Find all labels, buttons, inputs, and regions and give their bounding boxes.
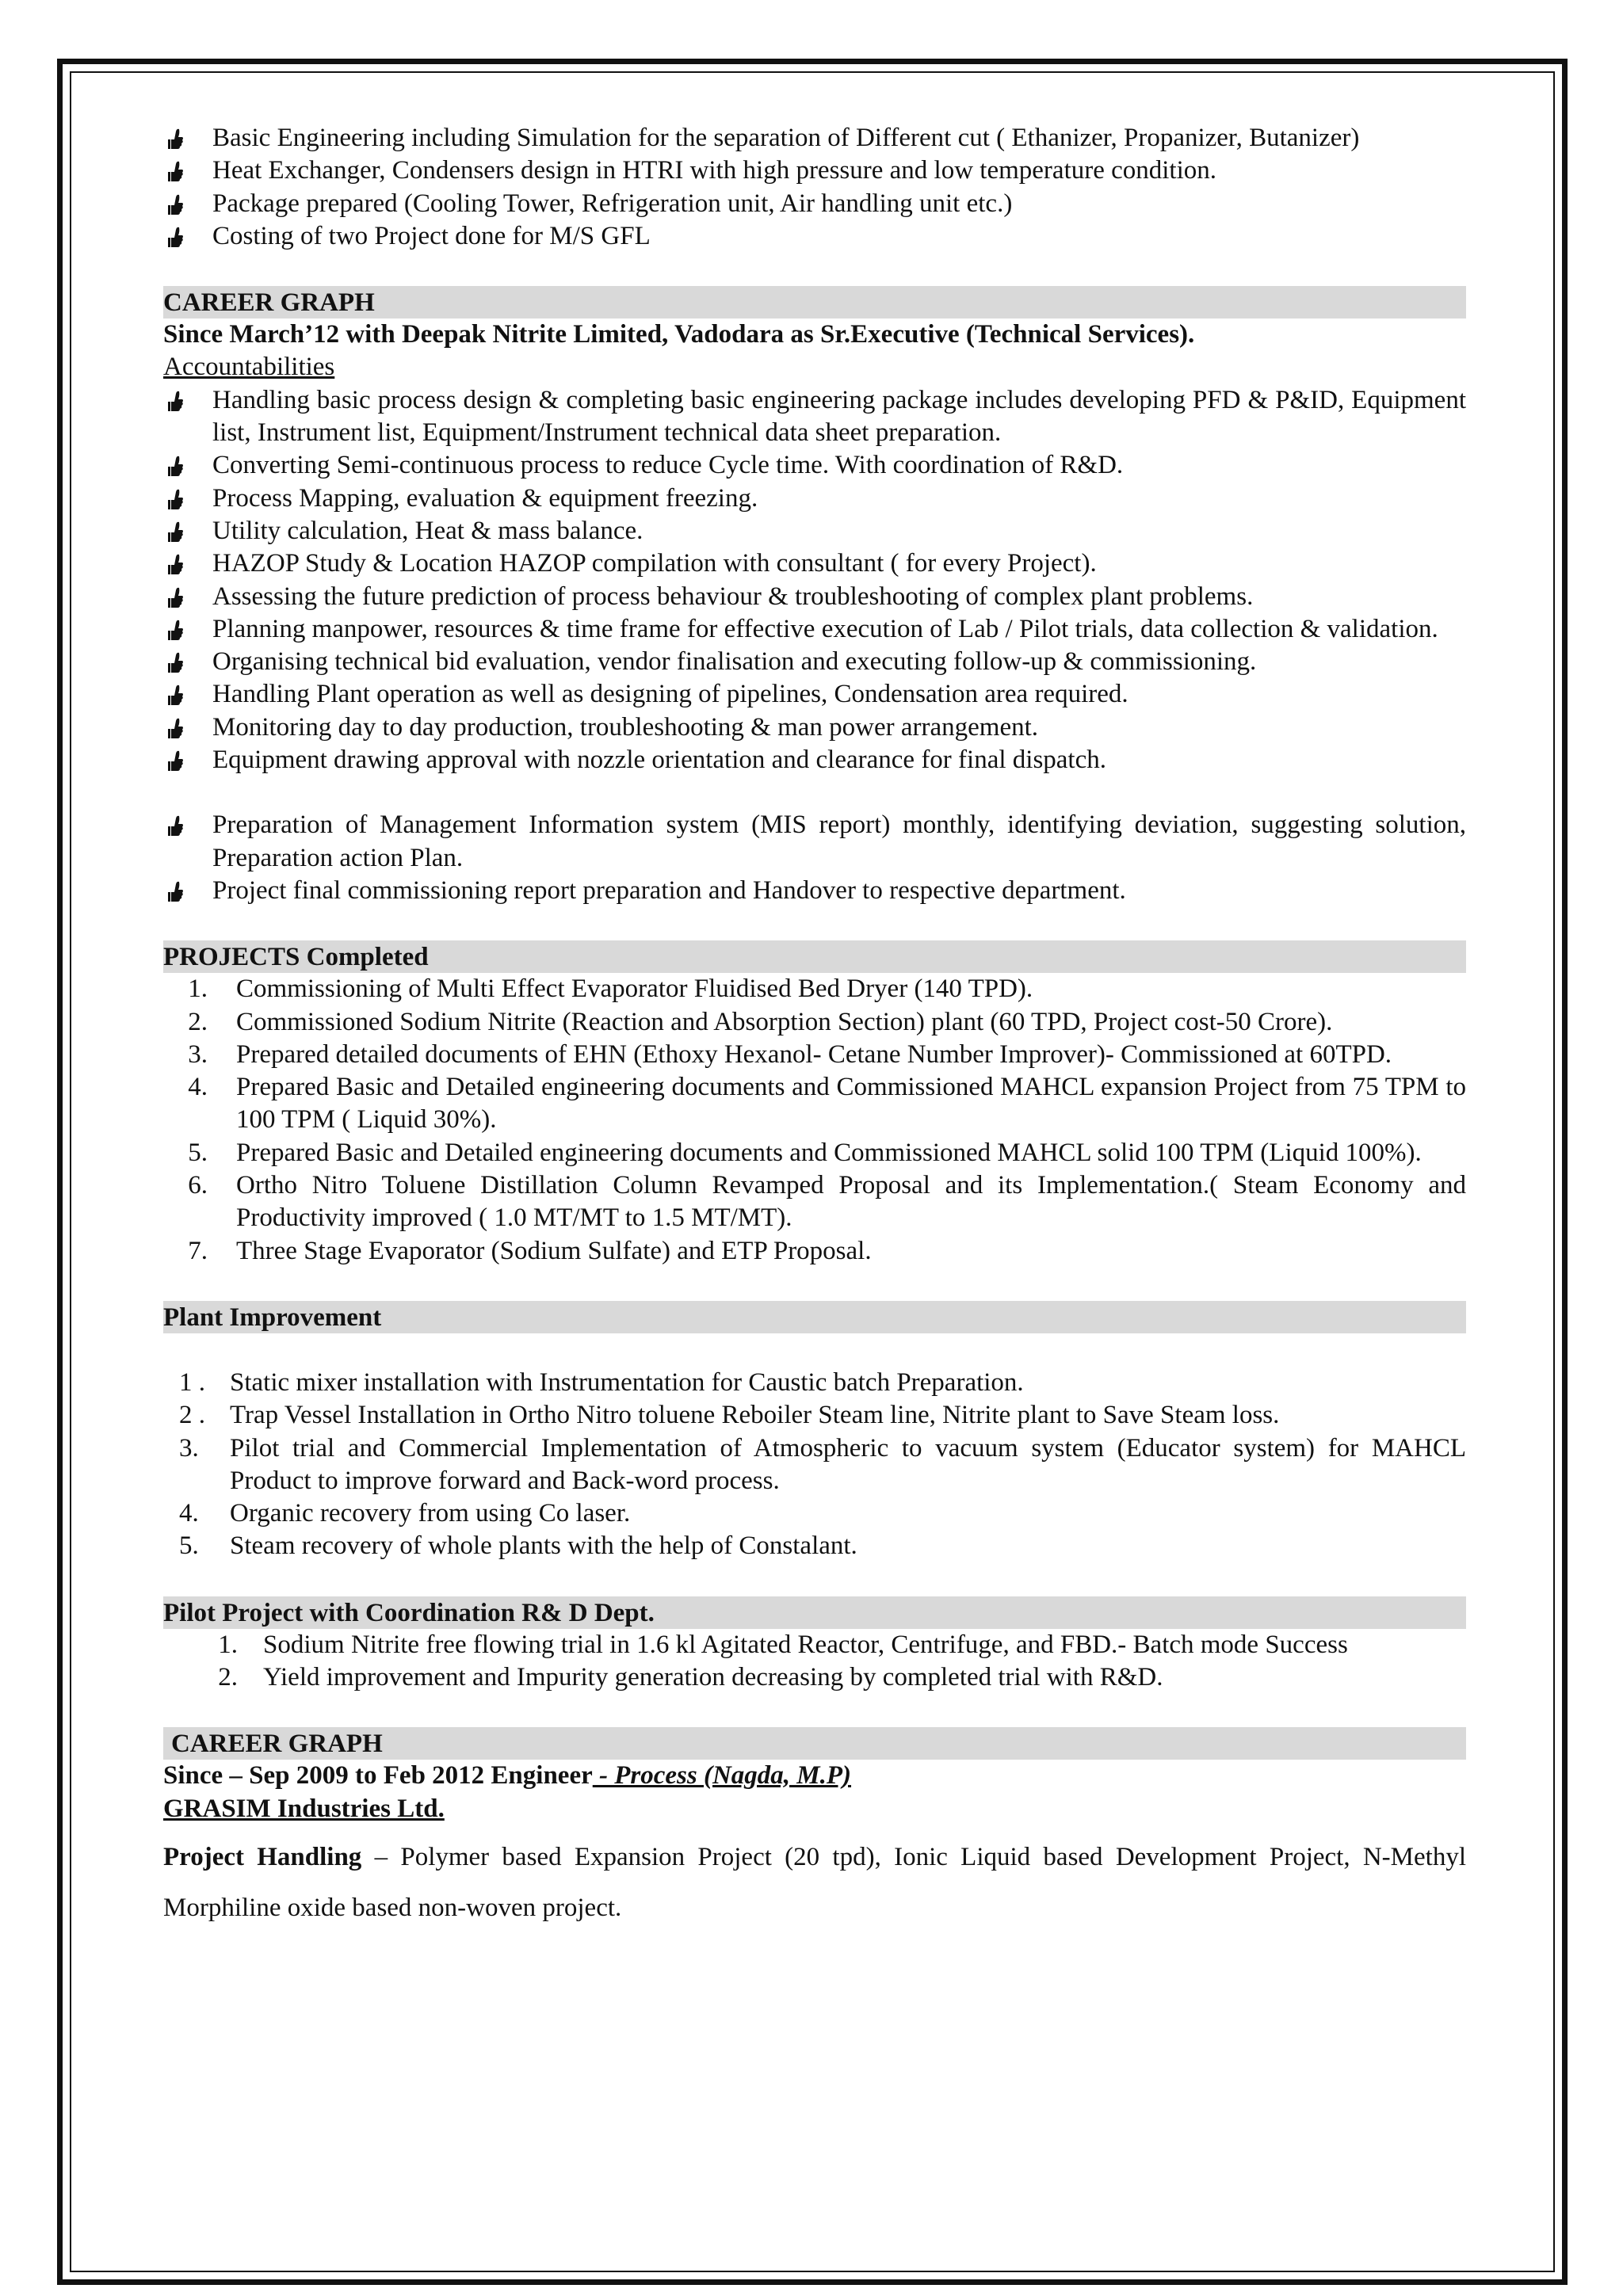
bullet-item: [163, 122, 1466, 154]
hand-pointer-bullet-icon: [166, 159, 184, 183]
item-text: Commissioning of Multi Effect Evaporator Fluidised Bed Dryer (140 TPD).: [236, 974, 1033, 1004]
numbered-item: [163, 1497, 1466, 1530]
bullet-text: Handling basic process design & completing basic engineering package includes developing PFD & P&ID, Equipment list, Instrument list, Equipment/Instrument technical data sheet preparation.: [212, 385, 1466, 448]
project-handling-label: Project Handling: [163, 1842, 362, 1871]
item-text: Prepared detailed documents of EHN (Ethoxy Hexanol- Cetane Number Improver)- Commissioned at 60TPD.: [236, 1039, 1392, 1069]
bullet-item: [163, 547, 1466, 580]
intro-bullet-list: [163, 122, 1466, 253]
item-number: 2.: [188, 1007, 208, 1036]
career2-company: GRASIM Industries Ltd.: [163, 1794, 445, 1823]
numbered-item: [163, 1530, 1466, 1562]
bullet-text: Utility calculation, Heat & mass balance.: [212, 516, 643, 545]
career2-line: [163, 1760, 1466, 1792]
bullet-item: [163, 744, 1466, 776]
accountabilities-heading: Accountabilities: [163, 353, 335, 382]
hand-pointer-bullet-icon: [166, 749, 184, 772]
bullet-text: Process Mapping, evaluation & equipment freezing.: [212, 483, 758, 513]
career2-role: - Process (Nagda, M.P): [592, 1761, 852, 1791]
item-number: 5.: [179, 1531, 199, 1561]
bullet-text: Equipment drawing approval with nozzle orientation and clearance for final dispatch.: [212, 746, 1106, 775]
accountabilities-list-extra: [163, 809, 1466, 907]
item-number: 4.: [179, 1499, 199, 1528]
accountabilities-list: [163, 384, 1466, 777]
hand-pointer-bullet-icon: [166, 650, 184, 674]
hand-pointer-bullet-icon: [166, 520, 184, 543]
numbered-item: [163, 1169, 1466, 1235]
item-number: 2.: [218, 1662, 238, 1691]
project-handling-paragraph: [163, 1832, 1466, 1933]
bullet-item: [163, 154, 1466, 187]
hand-pointer-bullet-icon: [166, 552, 184, 576]
bullet-item: [163, 449, 1466, 482]
item-number: 1.: [218, 1630, 238, 1659]
bullet-text: Handling Plant operation as well as designing of pipelines, Condensation area required.: [212, 680, 1128, 709]
numbered-item: [163, 1367, 1466, 1399]
bullet-text: Package prepared (Cooling Tower, Refrigeration unit, Air handling unit etc.): [212, 189, 1013, 218]
hand-pointer-bullet-icon: [166, 879, 184, 903]
item-number: 1 .: [179, 1367, 205, 1397]
bullet-text: Project final commissioning report preparation and Handover to respective department.: [212, 875, 1126, 905]
hand-pointer-bullet-icon: [166, 487, 184, 511]
hand-pointer-bullet-icon: [166, 814, 184, 837]
item-number: 3.: [179, 1433, 199, 1463]
bullet-item: [163, 188, 1466, 220]
item-text: Commissioned Sodium Nitrite (Reaction and Absorption Section) plant (60 TPD, Project cost-50 Crore).: [236, 1007, 1333, 1036]
career-graph-heading: CAREER GRAPH: [163, 286, 1466, 318]
bullet-item: [163, 875, 1466, 907]
bullet-item: [163, 711, 1466, 744]
item-number: 2 .: [179, 1401, 205, 1430]
hand-pointer-bullet-icon: [166, 683, 184, 707]
hand-pointer-bullet-icon: [166, 193, 184, 216]
bullet-item: [163, 515, 1466, 547]
bullet-text: Organising technical bid evaluation, vendor finalisation and executing follow-up & commissioning.: [212, 647, 1257, 677]
resume-content: [163, 122, 1466, 1933]
item-text: Ortho Nitro Toluene Distillation Column Revamped Proposal and its Implementation.( Steam Economy and Productivity improved ( 1.0 MT/MT to 1.5 MT/MT).: [236, 1171, 1466, 1233]
item-text: Prepared Basic and Detailed engineering documents and Commissioned MAHCL solid 100 TPM (Liquid 100%).: [236, 1138, 1422, 1167]
item-text: Prepared Basic and Detailed engineering documents and Commissioned MAHCL expansion Project from 75 TPM to 100 TPM ( Liquid 30%).: [236, 1073, 1466, 1135]
hand-pointer-bullet-icon: [166, 454, 184, 478]
numbered-item: [163, 973, 1466, 1005]
plant-improvement-list: [163, 1367, 1466, 1563]
numbered-item: [163, 1661, 1466, 1694]
bullet-text: HAZOP Study & Location HAZOP compilation with consultant ( for every Project).: [212, 549, 1097, 578]
bullet-item: [163, 482, 1466, 515]
bullet-item: [163, 581, 1466, 613]
hand-pointer-bullet-icon: [166, 389, 184, 413]
career-graph-heading-2: CAREER GRAPH: [163, 1727, 1466, 1760]
plant-improvement-heading: Plant Improvement: [163, 1301, 1466, 1333]
bullet-text: Costing of two Project done for M/S GFL: [212, 221, 651, 250]
projects-heading: PROJECTS Completed: [163, 940, 1466, 973]
numbered-item: [163, 1006, 1466, 1039]
item-text: Trap Vessel Installation in Ortho Nitro toluene Reboiler Steam line, Nitrite plant to Save Steam loss.: [230, 1401, 1280, 1430]
career2-since: Since – Sep 2009 to Feb 2012 Engineer: [163, 1761, 593, 1791]
item-number: 4.: [188, 1073, 208, 1102]
bullet-item: [163, 613, 1466, 646]
numbered-item: [163, 1235, 1466, 1268]
item-text: Sodium Nitrite free flowing trial in 1.6 kl Agitated Reactor, Centrifuge, and FBD.- Batch mode Success: [263, 1630, 1348, 1659]
numbered-item: [163, 1432, 1466, 1498]
item-text: Organic recovery from using Co laser.: [230, 1499, 631, 1528]
pilot-project-heading: Pilot Project with Coordination R& D Dept.: [163, 1596, 1466, 1629]
projects-list: [163, 973, 1466, 1268]
bullet-text: Monitoring day to day production, troubleshooting & man power arrangement.: [212, 712, 1039, 742]
hand-pointer-bullet-icon: [166, 585, 184, 609]
pilot-project-list: [163, 1629, 1466, 1695]
item-text: Steam recovery of whole plants with the help of Constalant.: [230, 1531, 857, 1561]
bullet-item: [163, 646, 1466, 678]
item-text: Three Stage Evaporator (Sodium Sulfate) and ETP Proposal.: [236, 1236, 872, 1265]
numbered-item: [163, 1399, 1466, 1432]
bullet-text: Basic Engineering including Simulation for the separation of Different cut ( Ethanizer, Propanizer, Butanizer): [212, 124, 1360, 152]
bullet-text: Converting Semi-continuous process to reduce Cycle time. With coordination of R&D.: [212, 451, 1124, 480]
item-text: Yield improvement and Impurity generation decreasing by completed trial with R&D.: [263, 1662, 1163, 1691]
item-number: 6.: [188, 1171, 208, 1200]
item-number: 7.: [188, 1236, 208, 1265]
career-role: Since March’12 with Deepak Nitrite Limited, Vadodara as Sr.Executive (Technical Services).: [163, 320, 1195, 349]
hand-pointer-bullet-icon: [166, 716, 184, 740]
bullet-item: [163, 384, 1466, 450]
bullet-text: Heat Exchanger, Condensers design in HTRI with high pressure and low temperature condition.: [212, 156, 1217, 185]
hand-pointer-bullet-icon: [166, 225, 184, 249]
numbered-item: [163, 1137, 1466, 1169]
item-number: 1.: [188, 974, 208, 1004]
bullet-item: [163, 220, 1466, 253]
bullet-item: [163, 809, 1466, 875]
project-handling-text: – Polymer based Expansion Project (20 tpd), Ionic Liquid based Development Project, N-Methyl Morphiline oxide based non-woven project.: [163, 1842, 1466, 1922]
item-text: Pilot trial and Commercial Implementation of Atmospheric to vacuum system (Educator system) for MAHCL Product to improve forward and Back-word process.: [230, 1433, 1466, 1495]
hand-pointer-bullet-icon: [166, 618, 184, 642]
item-number: 3.: [188, 1039, 208, 1069]
item-text: Static mixer installation with Instrumentation for Caustic batch Preparation.: [230, 1367, 1024, 1397]
numbered-item: [163, 1629, 1466, 1661]
hand-pointer-bullet-icon: [166, 127, 184, 151]
item-number: 5.: [188, 1138, 208, 1167]
bullet-text: Assessing the future prediction of process behaviour & troubleshooting of complex plant problems.: [212, 582, 1254, 611]
numbered-item: [163, 1039, 1466, 1071]
bullet-text: Planning manpower, resources & time frame for effective execution of Lab / Pilot trials, data collection & validation.: [212, 614, 1438, 643]
bullet-text: Preparation of Management Information system (MIS report) monthly, identifying deviation, suggesting solution, Preparation action Plan.: [212, 810, 1466, 872]
numbered-item: [163, 1071, 1466, 1137]
bullet-item: [163, 678, 1466, 711]
